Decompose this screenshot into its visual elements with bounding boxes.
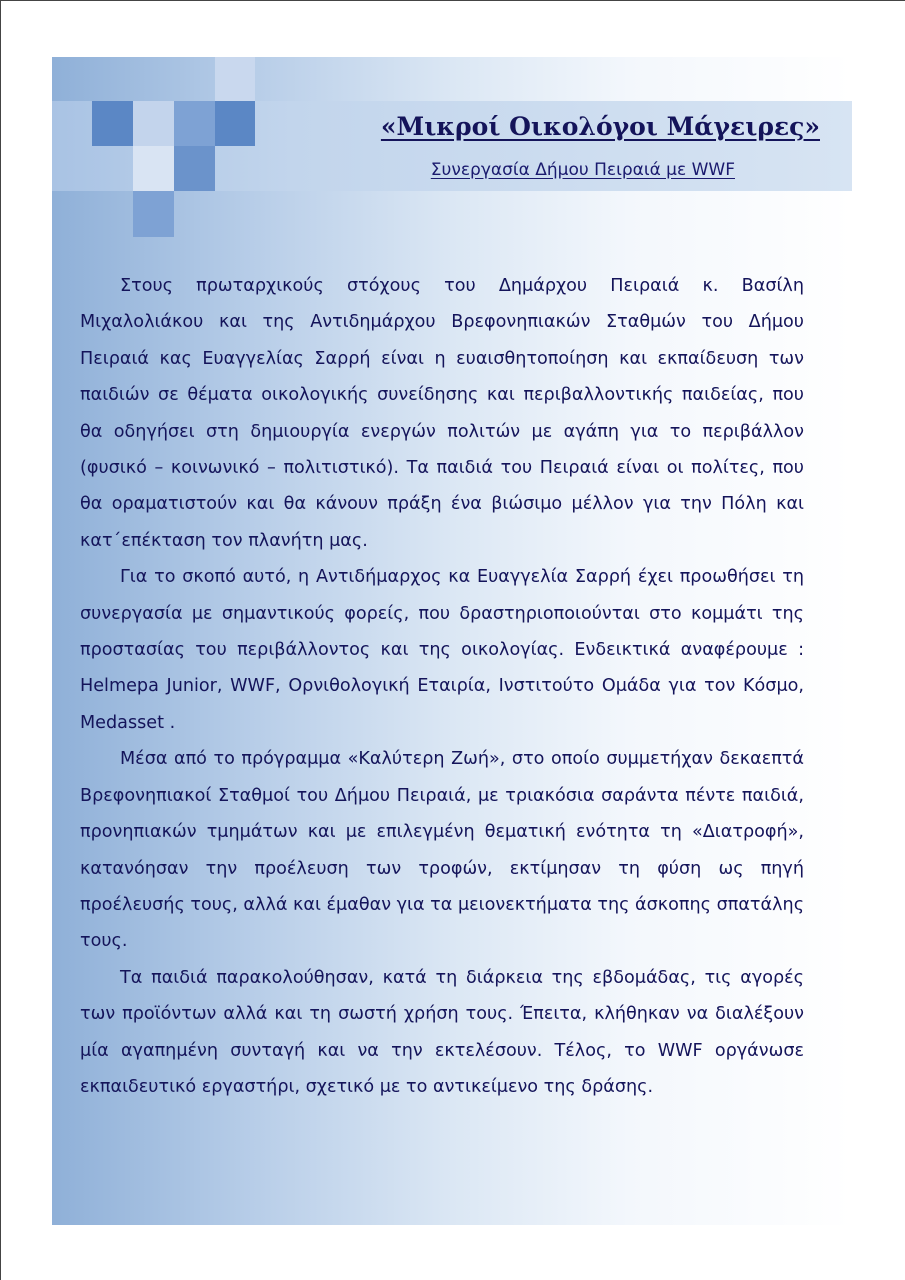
paragraph: Για το σκοπό αυτό, η Αντιδήμαρχος κα Ευαγγελία Σαρρή έχει προωθήσει τη συνεργασία με σημαντικούς φορείς, που δραστηριοποιούνται στο κομμάτι της προστασίας του περιβάλλοντος και της οικολογίας. Ενδεικτικά αναφέρουμε : Helmepa Junior, WWF, Ορνιθολογική Εταιρία, Ινστιτούτο Ομάδα για τον Κόσμο, Medasset .: [80, 567, 804, 733]
decor-square: [215, 57, 255, 101]
article-body: [80, 268, 804, 1105]
decor-square: [133, 146, 174, 191]
page-border-left: [0, 0, 1, 1280]
page-title: «Μικροί Οικολόγοι Μάγειρες»: [380, 112, 820, 141]
paragraph: Μέσα από το πρόγραμμα «Καλύτερη Ζωή», στο οποίο συμμετήχαν δεκαεπτά Βρεφονηπιακοί Σταθμοί του Δήμου Πειραιά, με τριακόσια σαράντα πέντε παιδιά, προνηπιακών τμημάτων και με επιλεγμένη θεματική ενότητα τη «Διατροφή», κατανόησαν την προέλευση των τροφών, εκτίμησαν τη φύση ως πηγή προέλευσής τους, αλλά και έμαθαν για τα μειονεκτήματα της άσκοπης σπατάλης τους.: [80, 749, 805, 952]
page-border-top: [0, 0, 905, 1]
paragraph: Τα παιδιά παρακολούθησαν, κατά τη διάρκεια της εβδομάδας, τις αγορές των προϊόντων αλλά και τη σωστή χρήση τους. Έπειτα, κλήθηκαν να διαλέξουν μία αγαπημένη συνταγή και να την εκτελέσουν. Τέλος, το WWF οργάνωσε εκπαιδευτικό εργαστήρι, σχετικό με το αντικείμενο της δράσης.: [80, 967, 804, 1097]
page-subtitle: Συνεργασία Δήμου Πειραιά με WWF: [430, 160, 735, 180]
decor-square: [174, 101, 215, 146]
paragraph: Στους πρωταρχικούς στόχους του Δημάρχου Πειραιά κ. Βασίλη Μιχαλολιάκου και της Αντιδημάρχου Βρεφονηπιακών Σταθμών του Δήμου Πειραιά κας Ευαγγελίας Σαρρή είναι η ευαισθητοποίηση και εκπαίδευση των παιδιών σε θέματα οικολογικής συνείδησης και περιβαλλοντικής παιδείας, που θα οδηγήσει στη δημιουργία ενεργών πολιτών με αγάπη για το περιβάλλον (φυσικό – κοινωνικό – πολιτιστικό). Τα παιδιά του Πειραιά είναι οι πολίτες, που θα οραματιστούν και θα κάνουν πράξη ένα βιώσιμο μέλλον για την Πόλη και κατ΄επέκταση τον πλανήτη μας.: [80, 276, 804, 551]
decor-square: [133, 101, 174, 146]
decor-square: [92, 101, 133, 146]
decor-square: [174, 146, 215, 191]
decor-square: [133, 191, 174, 237]
